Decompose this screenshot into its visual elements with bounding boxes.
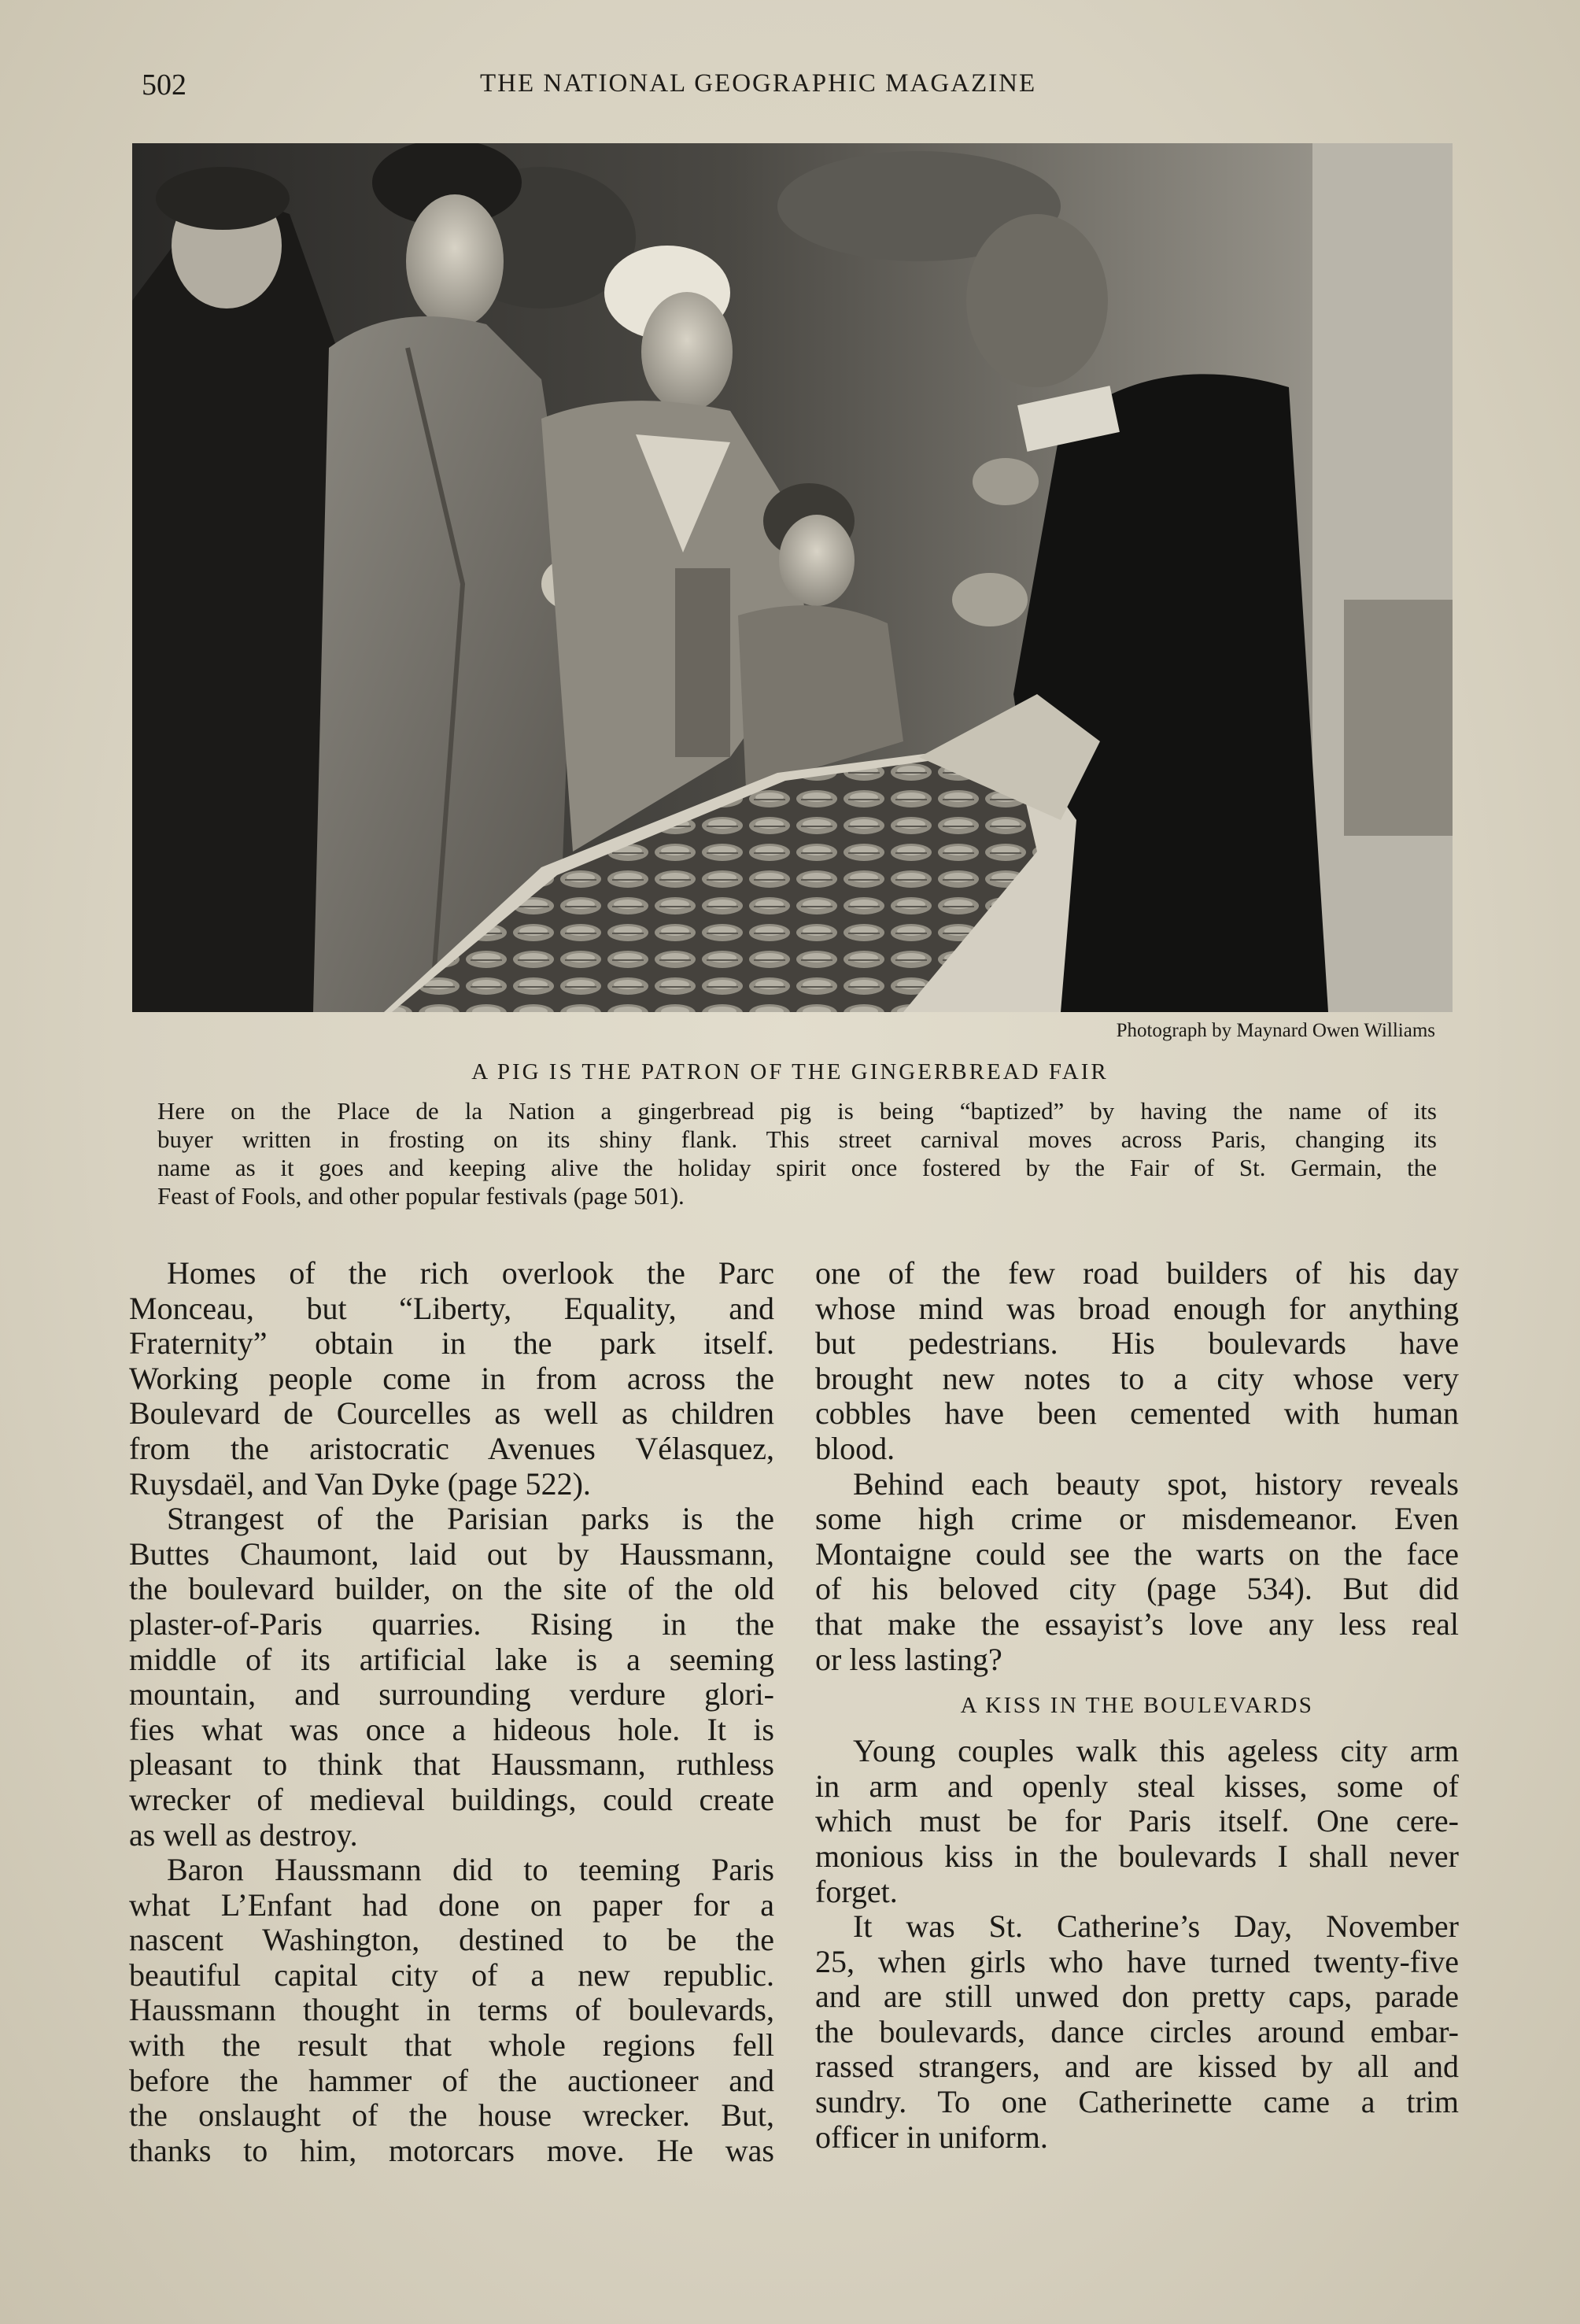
text-line: beautiful capital city of a new republic. bbox=[129, 1957, 774, 1993]
photo-credit: Photograph by Maynard Owen Williams bbox=[1116, 1020, 1435, 1041]
text-line: plaster-of-Paris quarries. Rising in the bbox=[129, 1606, 774, 1642]
text-line: nascent Washington, destined to be the bbox=[129, 1923, 774, 1958]
text-line: Working people come in from across the bbox=[129, 1361, 774, 1396]
text-line: the boulevard builder, on the site of the old bbox=[129, 1572, 774, 1607]
text-line: whose mind was broad enough for anything bbox=[815, 1291, 1459, 1326]
text-line: as well as destroy. bbox=[129, 1817, 358, 1853]
text-line: Haussmann thought in terms of boulevards, bbox=[129, 1993, 774, 2028]
text-line: Young couples walk this ageless city arm bbox=[853, 1734, 1459, 1769]
text-line: sundry. To one Catherinette came a trim bbox=[815, 2085, 1459, 2120]
text-line: monious kiss in the boulevards I shall never bbox=[815, 1838, 1459, 1874]
text-line: It was St. Catherine’s Day, November bbox=[853, 1909, 1459, 1945]
page-header bbox=[0, 68, 1580, 107]
running-head: THE NATIONAL GEOGRAPHIC MAGAZINE bbox=[480, 69, 1037, 98]
gingerbread-fair-photograph bbox=[132, 143, 1453, 1012]
text-line: with the result that whole regions fell bbox=[129, 2028, 774, 2064]
text-line: and are still unwed don pretty caps, parade bbox=[815, 1979, 1459, 2015]
text-line: one of the few road builders of his day bbox=[815, 1256, 1459, 1291]
right-column bbox=[815, 1256, 1459, 2155]
text-line: Buttes Chaumont, laid out by Haussmann, bbox=[129, 1536, 774, 1572]
text-line: Strangest of the Parisian parks is the bbox=[167, 1502, 774, 1537]
text-line: brought new notes to a city whose very bbox=[815, 1361, 1459, 1396]
text-line: cobbles have been cemented with human bbox=[815, 1396, 1459, 1432]
text-line: Montaigne could see the warts on the face bbox=[815, 1536, 1459, 1572]
text-line: wrecker of medieval buildings, could create bbox=[129, 1782, 774, 1817]
text-line: Homes of the rich overlook the Parc bbox=[167, 1256, 774, 1291]
text-line: pleasant to think that Haussmann, ruthless bbox=[129, 1747, 774, 1783]
caption-line: buyer written in frosting on its shiny flank. This street carnival moves across Paris, changing its bbox=[157, 1125, 1437, 1153]
text-line: of his beloved city (page 534). But did bbox=[815, 1572, 1459, 1607]
caption-line: Here on the Place de la Nation a gingerbread pig is being “baptized” by having the name of its bbox=[157, 1097, 1437, 1125]
text-line: officer in uniform. bbox=[815, 2119, 1048, 2155]
text-line: forget. bbox=[815, 1874, 898, 1909]
caption-title: A PIG IS THE PATRON OF THE GINGERBREAD FAIR bbox=[471, 1059, 1109, 1084]
text-line: what L’Enfant had done on paper for a bbox=[129, 1887, 774, 1923]
text-line: the onslaught of the house wrecker. But, bbox=[129, 2098, 774, 2134]
text-line: blood. bbox=[815, 1431, 895, 1466]
text-line: before the hammer of the auctioneer and bbox=[129, 2063, 774, 2098]
text-line: some high crime or misdemeanor. Even bbox=[815, 1502, 1459, 1537]
left-column bbox=[129, 1256, 774, 2168]
text-line: 25, when girls who have turned twenty-five bbox=[815, 1944, 1459, 1979]
text-line: the boulevards, dance circles around embar- bbox=[815, 2014, 1459, 2049]
text-line: Fraternity” obtain in the park itself. bbox=[129, 1326, 774, 1362]
text-line: from the aristocratic Avenues Vélasquez, bbox=[129, 1431, 774, 1466]
text-line: in arm and openly steal kisses, some of bbox=[815, 1768, 1459, 1804]
text-line: which must be for Paris itself. One cere- bbox=[815, 1804, 1459, 1839]
text-line: thanks to him, motorcars move. He was bbox=[129, 2133, 774, 2168]
text-line: Baron Haussmann did to teeming Paris bbox=[167, 1853, 774, 1888]
page-number: 502 bbox=[142, 68, 186, 102]
text-line: Behind each beauty spot, history reveals bbox=[853, 1466, 1459, 1502]
text-line: that make the essayist’s love any less real bbox=[815, 1606, 1459, 1642]
text-line: or less lasting? bbox=[815, 1642, 1002, 1677]
text-line: Ruysdaël, and Van Dyke (page 522). bbox=[129, 1466, 591, 1502]
text-line: rassed strangers, and are kissed by all and bbox=[815, 2049, 1459, 2085]
caption-line: name as it goes and keeping alive the holiday spirit once fostered by the Fair of St. Germain, the bbox=[157, 1154, 1437, 1181]
text-line: Boulevard de Courcelles as well as children bbox=[129, 1396, 774, 1432]
section-subheading: A KISS IN THE BOULEVARDS bbox=[960, 1693, 1314, 1719]
caption-line: Feast of Fools, and other popular festivals (page 501). bbox=[157, 1182, 685, 1210]
text-line: mountain, and surrounding verdure glori- bbox=[129, 1677, 774, 1713]
text-line: middle of its artificial lake is a seeming bbox=[129, 1642, 774, 1677]
caption-body bbox=[157, 1097, 1437, 1210]
text-line: fies what was once a hideous hole. It is bbox=[129, 1712, 774, 1747]
text-line: but pedestrians. His boulevards have bbox=[815, 1326, 1459, 1362]
text-line: Monceau, but “Liberty, Equality, and bbox=[129, 1291, 774, 1326]
